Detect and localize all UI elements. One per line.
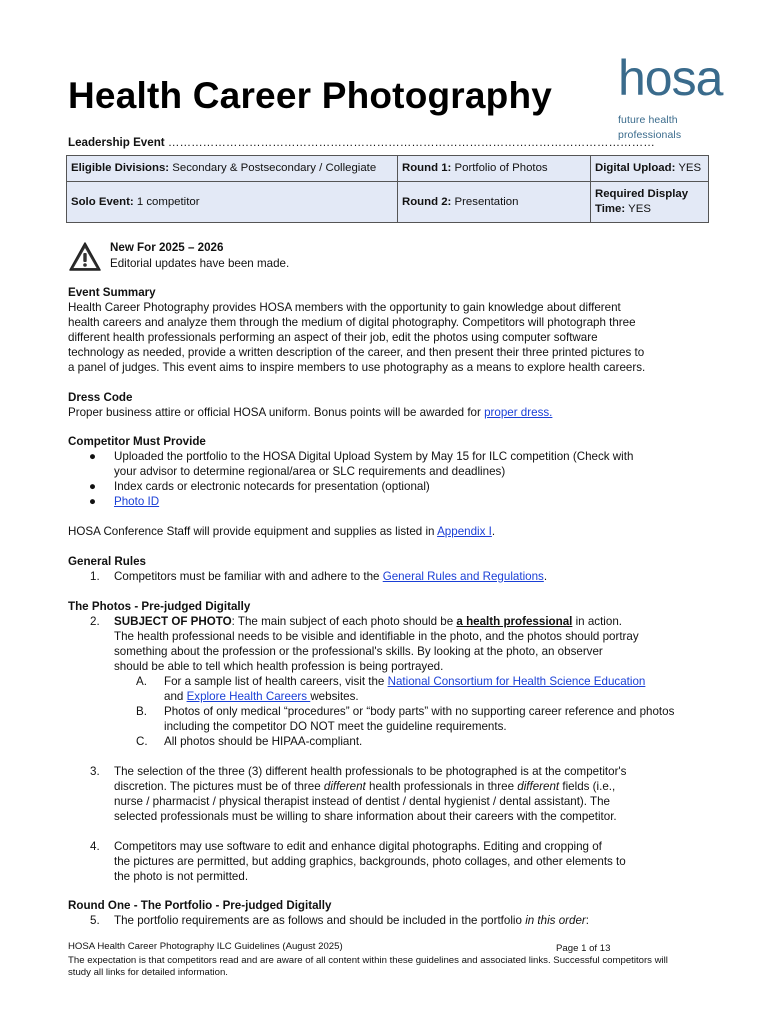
list-item: 4. Competitors may use software to edit and enhance digital photographs. Editing and cropping of the pictures are permitted, but adding graphics, backgrounds, photo collages, and other elements to the photo is not permitted.	[90, 840, 626, 883]
list-item: 1. Competitors must be familiar with and adhere to the General Rules and Regulations.	[90, 570, 548, 583]
dress-code-text: Proper business attire or official HOSA uniform. Bonus points will be awarded for proper dress.	[68, 406, 553, 419]
digital-upload-cell: Digital Upload: YES	[591, 156, 709, 182]
solo-event-cell: Solo Event: 1 competitor	[67, 182, 398, 223]
footer-page-number: Page 1 of 13	[556, 943, 611, 954]
table-row	[67, 156, 709, 182]
new-for-title: New For 2025 – 2026	[110, 241, 224, 254]
general-rules-heading: General Rules	[68, 555, 146, 568]
leadership-event-line	[68, 135, 700, 150]
round-one-section	[68, 898, 708, 928]
list-item: C. All photos should be HIPAA-compliant.	[136, 735, 363, 748]
leadership-label: Leadership Event	[68, 136, 165, 149]
staff-note: HOSA Conference Staff will provide equipment and supplies as listed in Appendix I.	[68, 525, 496, 538]
footer-note-line: The expectation is that competitors read and are aware of all content within these guidelines and associated links. Successful competitors will	[68, 955, 668, 966]
table-row	[67, 182, 709, 223]
leadership-dots: ………………………………………………………………………………………………………………	[167, 136, 655, 149]
photo-id-link[interactable]: Photo ID	[114, 495, 160, 508]
round-2-cell: Round 2: Presentation	[398, 182, 591, 223]
general-rules-link[interactable]: General Rules and Regulations	[382, 570, 544, 583]
event-info-table	[66, 155, 709, 223]
event-summary-section	[68, 285, 708, 375]
summary-line: Health Career Photography provides HOSA members with the opportunity to gain knowledge about different	[68, 301, 621, 314]
summary-line: health careers and analyze them through the medium of digital photography. Competitors will photograph three	[68, 316, 636, 329]
eligible-divisions-cell: Eligible Divisions: Secondary & Postsecondary / Collegiate	[67, 156, 398, 182]
competitor-provide-heading: Competitor Must Provide	[68, 435, 206, 448]
list-item: ● Index cards or electronic notecards for presentation (optional)	[89, 480, 430, 493]
general-rules-section	[68, 554, 708, 584]
photos-heading: The Photos - Pre-judged Digitally	[68, 600, 251, 613]
dress-code-section	[68, 390, 708, 420]
national-consortium-link[interactable]: National Consortium for Health Science Education	[387, 675, 646, 688]
list-item: 3. The selection of the three (3) different health professionals to be photographed is at the competitor's discretion. The pictures must be of three different health professionals in three different fields (i.e., nurse / pharmacist / physical therapist instead of dentist / dental hygienist / dental assistant). The selected professionals must be willing to share information about their careers with the competitor.	[90, 765, 627, 823]
list-item: A. For a sample list of health careers, visit the National Consortium for Health Science Education and Explore Health Careers websites.	[136, 675, 646, 703]
logo-wordmark: hosa	[618, 50, 723, 106]
appendix-link[interactable]: Appendix I	[437, 525, 492, 538]
list-item: ● Photo ID	[89, 495, 160, 508]
hosa-logo	[612, 47, 742, 141]
dress-code-heading: Dress Code	[68, 391, 133, 404]
list-item: 5. The portfolio requirements are as follows and should be included in the portfolio in this order:	[90, 914, 589, 927]
new-for-text: Editorial updates have been made.	[110, 257, 290, 270]
proper-dress-link[interactable]: proper dress.	[484, 406, 553, 419]
page-title: Health Career Photography	[68, 75, 553, 116]
footer-note-line: study all links for detailed information.	[68, 967, 228, 978]
event-summary-heading: Event Summary	[68, 286, 156, 299]
list-item: 2. SUBJECT OF PHOTO: The main subject of each photo should be a health professional in action. The health professional needs to be visible and identifiable in the photo, and the photos should portray something about the profession or the professional's skills. By looking at the photo, an observer should be able to tell which health profession is being portrayed.	[90, 615, 639, 673]
summary-line: a panel of judges. This event aims to inspire members to use photography as a means to explore health careers.	[68, 361, 646, 374]
footer-left: HOSA Health Career Photography ILC Guidelines (August 2025)	[68, 941, 343, 952]
photos-section	[68, 599, 708, 884]
competitor-provide-section	[68, 434, 708, 509]
summary-line: technology as needed, provide a written description of the career, and then present their three printed pictures to	[68, 346, 645, 359]
round-one-heading: Round One - The Portfolio - Pre-judged Digitally	[68, 899, 332, 912]
logo-tagline: future health professionals	[618, 114, 682, 141]
summary-line: different health professionals performing an aspect of their job, edit the photos using computer software	[68, 331, 598, 344]
round-1-cell: Round 1: Portfolio of Photos	[398, 156, 591, 182]
list-item: ● Uploaded the portfolio to the HOSA Digital Upload System by May 15 for ILC competition (Check with your advisor to determine regional/area or SLC requirements and deadlines)	[89, 450, 634, 478]
list-item: B. Photos of only medical “procedures” or “body parts” with no supporting career reference and photos including the competitor DO NOT meet the guideline requirements.	[136, 705, 675, 733]
explore-health-careers-link[interactable]: Explore Health Careers	[186, 690, 311, 703]
display-time-cell: Required Display Time: YES	[591, 182, 709, 223]
warning-icon	[68, 240, 102, 274]
